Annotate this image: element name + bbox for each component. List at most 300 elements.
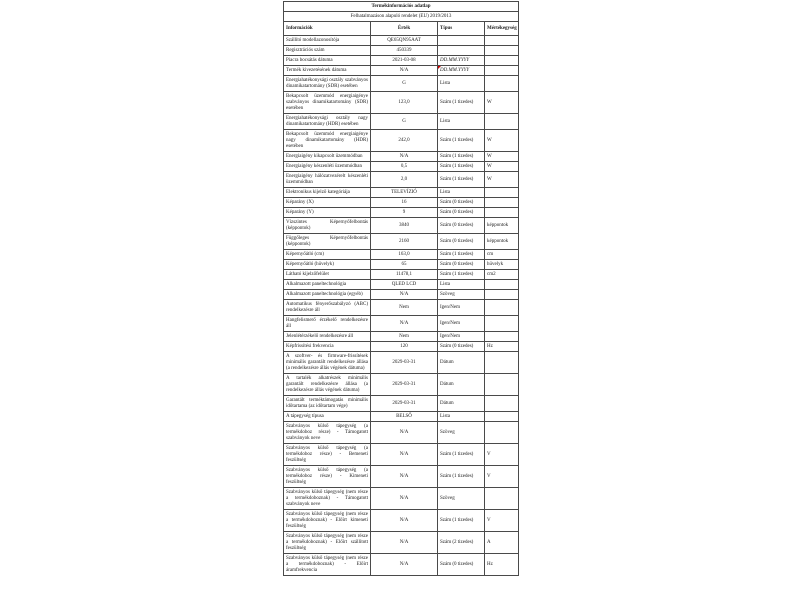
row-label xyxy=(284,532,371,554)
table-row xyxy=(284,172,519,188)
row-label xyxy=(284,316,371,332)
row-type-text: Dátum xyxy=(440,359,454,365)
row-type-text: Szám (1 tizedes) xyxy=(440,176,474,182)
title-row xyxy=(284,2,519,12)
row-value xyxy=(371,554,438,576)
row-type-text: Szám (0 tizedes) xyxy=(440,343,474,349)
row-label xyxy=(284,270,371,280)
row-unit xyxy=(485,66,519,76)
table-row xyxy=(284,290,519,300)
row-label xyxy=(284,444,371,466)
row-unit xyxy=(485,412,519,422)
row-value xyxy=(371,342,438,352)
row-type-text: Szöveg xyxy=(440,291,455,297)
row-value-text: TELEVÍZIÓ xyxy=(391,189,417,195)
row-type-text: Lista xyxy=(440,80,450,86)
row-value xyxy=(371,374,438,396)
column-header-informaciok: Információk xyxy=(284,22,371,36)
row-label-text: Regisztrációs szám xyxy=(286,47,325,53)
row-type xyxy=(438,152,485,162)
row-unit xyxy=(485,172,519,188)
row-label xyxy=(284,300,371,316)
row-type xyxy=(438,422,485,444)
row-value xyxy=(371,250,438,260)
row-label-text: Vízszintes Képernyőfelbontás (képpontok) xyxy=(286,219,368,231)
table-row xyxy=(284,270,519,280)
row-type xyxy=(438,76,485,92)
table-body xyxy=(284,36,519,576)
row-label-text: Alkalmazott paneltechnológia (egyéb) xyxy=(286,291,363,297)
row-value-text: Nem xyxy=(399,333,409,339)
row-unit xyxy=(485,36,519,46)
row-label-text: Energiahatékonysági osztály szabványos dinamikatartomány (SDR) esetében xyxy=(286,77,368,89)
row-type xyxy=(438,218,485,234)
row-type xyxy=(438,396,485,412)
row-type-text: Szám (1 tizedes) xyxy=(440,517,474,523)
row-unit-text: W xyxy=(487,163,492,169)
row-value xyxy=(371,532,438,554)
row-value-text: N/A xyxy=(399,320,409,326)
row-unit-text: Hz xyxy=(487,343,493,349)
row-type xyxy=(438,332,485,342)
row-label xyxy=(284,510,371,532)
table-row xyxy=(284,316,519,332)
row-label-text: Energiaigény hálózatvezérelt készenléti üzemmódban xyxy=(286,173,368,185)
row-value xyxy=(371,396,438,412)
row-type xyxy=(438,466,485,488)
row-value-text: G xyxy=(402,118,406,124)
row-type-text: Szám (1 tizedes) xyxy=(440,251,474,257)
row-value-text: N/A xyxy=(399,429,409,435)
row-value-text: 16 xyxy=(401,199,407,205)
row-label xyxy=(284,234,371,250)
row-label-text: Bekapcsolt üzemmód energiaigénye szabványos dinamikatartomány (SDR) esetében xyxy=(286,93,368,111)
row-type-text: Igen/Nem xyxy=(440,333,460,339)
row-type-text: Szám (1 tizedes) xyxy=(440,163,474,169)
row-unit xyxy=(485,332,519,342)
row-label xyxy=(284,290,371,300)
table-row xyxy=(284,188,519,198)
row-unit xyxy=(485,76,519,92)
row-label-text: Szállító modellazonosítója xyxy=(286,37,340,43)
row-value-text: N/A xyxy=(399,517,409,523)
table-row xyxy=(284,342,519,352)
table-row xyxy=(284,152,519,162)
row-value xyxy=(371,270,438,280)
row-type xyxy=(438,532,485,554)
row-type-text: Igen/Nem xyxy=(440,320,460,326)
row-type xyxy=(438,56,485,66)
table-row xyxy=(284,36,519,46)
row-value-text: 450339 xyxy=(396,47,412,53)
comment-marker-icon xyxy=(438,66,441,69)
row-unit xyxy=(485,130,519,152)
row-value-text: N/A xyxy=(399,561,409,567)
row-label-text: Garantált terméktámogatás minimális időtartama (az időtartam vége) xyxy=(286,397,368,409)
row-value-text: N/A xyxy=(399,451,409,457)
row-unit-text: cm2 xyxy=(487,271,496,277)
row-label-text: Függőleges Képernyőfelbontás (képpontok) xyxy=(286,235,368,247)
row-label-text: Energiahatékonysági osztály nagy dinamikatartomány (HDR) esetében xyxy=(286,115,368,127)
row-type xyxy=(438,374,485,396)
row-value-text: N/A xyxy=(399,473,409,479)
row-type xyxy=(438,444,485,466)
row-label-text: Termék kivezetésének dátuma xyxy=(286,67,347,73)
row-value-text: 2029-03-31 xyxy=(392,400,416,406)
row-type-text: Szám (0 tizedes) xyxy=(440,199,474,205)
row-label xyxy=(284,280,371,290)
row-type xyxy=(438,92,485,114)
row-value xyxy=(371,300,438,316)
row-value-text: N/A xyxy=(399,539,409,545)
row-label xyxy=(284,114,371,130)
row-unit-text: Hz xyxy=(487,561,493,567)
product-fiche-table xyxy=(283,1,519,576)
row-unit xyxy=(485,152,519,162)
table-row xyxy=(284,56,519,66)
row-unit xyxy=(485,374,519,396)
row-type-text: Szám (0 tizedes) xyxy=(440,261,474,267)
row-type-text: Lista xyxy=(440,413,450,419)
row-unit-text: V xyxy=(487,451,491,457)
row-value-text: BELSŐ xyxy=(396,413,412,419)
row-unit-text: W xyxy=(487,176,492,182)
row-value xyxy=(371,466,438,488)
row-type xyxy=(438,208,485,218)
row-value xyxy=(371,218,438,234)
row-label-text: Szabványos külső tápegység (nem része a termékdoboznak) - Előírt szállított feszültség xyxy=(286,533,368,551)
row-type-text: Szám (1 tizedes) xyxy=(440,99,474,105)
row-type xyxy=(438,234,485,250)
table-row xyxy=(284,374,519,396)
row-type xyxy=(438,162,485,172)
row-type-text: Szöveg xyxy=(440,429,455,435)
row-label-text: Energiaigény készenléti üzemmódban xyxy=(286,163,362,169)
row-label xyxy=(284,342,371,352)
row-value xyxy=(371,280,438,290)
row-label-text: A tartalék alkatrészek minimális garantált rendelkezésre állása (a rendelkezésre állás végének dátuma) xyxy=(286,375,368,393)
row-label xyxy=(284,172,371,188)
row-value-text: 9 xyxy=(402,209,406,215)
row-type xyxy=(438,198,485,208)
row-label-text: Elektronikus kijelző kategóriája xyxy=(286,189,350,195)
row-label-text: Bekapcsolt üzemmód energiaigénye nagy dinamikatartomány (HDR) esetében xyxy=(286,131,368,149)
row-label xyxy=(284,152,371,162)
row-unit xyxy=(485,554,519,576)
table-row xyxy=(284,422,519,444)
row-value-text: QLED LCD xyxy=(391,281,417,287)
row-label xyxy=(284,260,371,270)
row-type xyxy=(438,188,485,198)
row-unit-text: képpontok xyxy=(487,222,509,228)
row-value-text: N/A xyxy=(399,67,409,73)
table-row xyxy=(284,76,519,92)
table-row xyxy=(284,466,519,488)
row-value xyxy=(371,444,438,466)
row-value-text: 3840 xyxy=(399,222,409,228)
row-value-text: Nem xyxy=(399,304,409,310)
row-label xyxy=(284,554,371,576)
row-unit xyxy=(485,316,519,332)
row-type xyxy=(438,412,485,422)
row-unit-text: hüvelyk xyxy=(487,261,504,267)
table-row xyxy=(284,218,519,234)
row-type xyxy=(438,280,485,290)
row-label-text: Szabványos külső tápegység (nem része a termékdoboznak) - Előírt kimeneti feszültség xyxy=(286,511,368,529)
row-label xyxy=(284,396,371,412)
table-row xyxy=(284,532,519,554)
row-unit-text: W xyxy=(487,153,492,159)
row-label xyxy=(284,352,371,374)
row-unit xyxy=(485,198,519,208)
row-label-text: Szabványos külső tápegység (nem része a termékdoboznak) - Előírt áramfrekvencia xyxy=(286,555,368,573)
row-label xyxy=(284,66,371,76)
column-header-mertekegyseg: Mértékegység xyxy=(485,22,519,36)
row-type xyxy=(438,290,485,300)
table-row xyxy=(284,130,519,152)
row-type-text: Szám (0 tizedes) xyxy=(440,561,474,567)
row-type xyxy=(438,270,485,280)
row-type xyxy=(438,250,485,260)
row-value-text: N/A xyxy=(399,153,409,159)
row-value xyxy=(371,56,438,66)
row-type-text: Lista xyxy=(440,118,450,124)
row-type xyxy=(438,352,485,374)
row-label-text: Képernyőátló (hüvelyk) xyxy=(286,261,334,267)
row-value xyxy=(371,412,438,422)
row-unit xyxy=(485,56,519,66)
page-title: Termékinformációs adatlap xyxy=(284,2,519,12)
table-row xyxy=(284,198,519,208)
row-value xyxy=(371,162,438,172)
row-type-text: Lista xyxy=(440,189,450,195)
row-value-text: N/A xyxy=(399,495,409,501)
row-value xyxy=(371,66,438,76)
table-row xyxy=(284,92,519,114)
row-label-text: Hangfelismerő érzékelő rendelkezésre áll xyxy=(286,317,368,329)
row-type-text: Szám (0 tizedes) xyxy=(440,238,474,244)
row-label xyxy=(284,162,371,172)
row-value xyxy=(371,172,438,188)
row-unit xyxy=(485,342,519,352)
row-type xyxy=(438,114,485,130)
row-type-text: Szám (0 tizedes) xyxy=(440,222,474,228)
row-value xyxy=(371,152,438,162)
row-unit-text: cm xyxy=(487,251,494,257)
table-row xyxy=(284,444,519,466)
row-value-text: 2,0 xyxy=(400,176,408,182)
row-label xyxy=(284,76,371,92)
row-unit xyxy=(485,162,519,172)
row-label xyxy=(284,422,371,444)
table-row xyxy=(284,412,519,422)
row-label-text: Alkalmazott paneltechnológia xyxy=(286,281,347,287)
row-unit xyxy=(485,260,519,270)
row-value xyxy=(371,316,438,332)
row-value-text: 2029-03-31 xyxy=(392,381,416,387)
row-label xyxy=(284,188,371,198)
row-type-text: Szám (1 tizedes) xyxy=(440,451,474,457)
row-label xyxy=(284,218,371,234)
row-value-text: 2029-03-31 xyxy=(392,359,416,365)
row-label-text: Látható kijelzőfelület xyxy=(286,271,329,277)
table-row xyxy=(284,352,519,374)
row-value-text: 242,0 xyxy=(398,137,410,143)
row-label xyxy=(284,250,371,260)
row-label-text: Piacra bocsátás dátuma xyxy=(286,57,333,63)
row-type-text: Szám (1 tizedes) xyxy=(440,473,474,479)
row-type xyxy=(438,300,485,316)
row-unit xyxy=(485,188,519,198)
table-row xyxy=(284,554,519,576)
row-unit xyxy=(485,396,519,412)
row-label-text: Jelenlétérzékelő rendelkezésre áll xyxy=(286,333,354,339)
row-type-text: Szöveg xyxy=(440,495,455,501)
row-type xyxy=(438,510,485,532)
row-type xyxy=(438,488,485,510)
row-type xyxy=(438,172,485,188)
row-unit xyxy=(485,92,519,114)
row-label-text: Energiaigény kikapcsolt üzemmódban xyxy=(286,153,363,159)
row-type-text: Dátum xyxy=(440,400,454,406)
row-label xyxy=(284,466,371,488)
column-header-tipus: Típus xyxy=(438,22,485,36)
row-value xyxy=(371,36,438,46)
row-value-text: 2021-03-08 xyxy=(392,57,416,63)
row-unit xyxy=(485,234,519,250)
row-label xyxy=(284,36,371,46)
row-value xyxy=(371,290,438,300)
row-value xyxy=(371,422,438,444)
row-value xyxy=(371,234,438,250)
row-label xyxy=(284,488,371,510)
table-row xyxy=(284,208,519,218)
row-value xyxy=(371,92,438,114)
row-label-text: Szabványos külső tápegység (a termékdoboz része) - Kimeneti feszültség xyxy=(286,467,368,485)
row-unit xyxy=(485,444,519,466)
row-value xyxy=(371,510,438,532)
row-value xyxy=(371,260,438,270)
row-type xyxy=(438,554,485,576)
table-row xyxy=(284,250,519,260)
row-label-text: Szabványos külső tápegység (a termékdoboz része) - Támogatott szabványok neve xyxy=(286,423,368,441)
row-type-text: Szám (2 tizedes) xyxy=(440,539,474,545)
row-unit xyxy=(485,218,519,234)
table-row xyxy=(284,260,519,270)
row-label-text: Szabványos külső tápegység (nem része a termékdoboznak) - Támogatott szabványok neve xyxy=(286,489,368,507)
row-label xyxy=(284,130,371,152)
row-type-text: Szám (1 tizedes) xyxy=(440,271,474,277)
row-unit xyxy=(485,250,519,260)
row-type-text: DD.MM.YYYY xyxy=(440,57,470,63)
table-row xyxy=(284,332,519,342)
row-type-text: Lista xyxy=(440,281,450,287)
table-row xyxy=(284,280,519,290)
row-label-text: Szabványos külső tápegység (a termékdoboz része) - Bemeneti feszültség xyxy=(286,445,368,463)
row-value-text: 123,0 xyxy=(398,99,410,105)
row-unit xyxy=(485,290,519,300)
row-value-text: QE65QN95AAT xyxy=(387,37,421,43)
row-type xyxy=(438,342,485,352)
page-subtitle: Felhatalmazáson alapuló rendelet (EU) 2019/2013 xyxy=(284,12,519,22)
row-label xyxy=(284,208,371,218)
row-label xyxy=(284,56,371,66)
row-value xyxy=(371,208,438,218)
row-unit xyxy=(485,532,519,554)
row-type xyxy=(438,46,485,56)
row-unit xyxy=(485,300,519,316)
row-unit xyxy=(485,422,519,444)
row-unit-text: W xyxy=(487,137,492,143)
row-type-text: Szám (0 tizedes) xyxy=(440,209,474,215)
row-type xyxy=(438,260,485,270)
row-label-text: Képarány (Y) xyxy=(286,209,314,215)
column-header-ertek: Érték xyxy=(371,22,438,36)
row-label-text: A tápegység típusa xyxy=(286,413,324,419)
row-label xyxy=(284,332,371,342)
row-value-text: N/A xyxy=(399,291,409,297)
row-unit-text: A xyxy=(487,539,491,545)
row-value xyxy=(371,188,438,198)
row-value xyxy=(371,76,438,92)
table-row xyxy=(284,46,519,56)
row-value xyxy=(371,130,438,152)
row-label xyxy=(284,198,371,208)
row-label-text: A szoftver- és firmware-frissítések minimális garantált rendelkezésre állása (a rendelkezésre állás végének dátuma) xyxy=(286,353,368,371)
row-label-text: Automatikus fényerőszabályzó (ABC) rendelkezésre áll xyxy=(286,301,368,313)
row-label-text: Képfrissítési frekvencia xyxy=(286,343,334,349)
row-unit xyxy=(485,114,519,130)
row-unit-text: W xyxy=(487,99,492,105)
row-value-text: 120 xyxy=(400,343,408,349)
table-row xyxy=(284,396,519,412)
row-unit-text: képpontok xyxy=(487,238,509,244)
table-row xyxy=(284,488,519,510)
row-unit-text: V xyxy=(487,473,491,479)
table-row xyxy=(284,234,519,250)
row-value-text: 163,0 xyxy=(398,251,410,257)
row-value xyxy=(371,488,438,510)
row-value-text: 2160 xyxy=(399,238,409,244)
row-type xyxy=(438,36,485,46)
row-unit xyxy=(485,352,519,374)
row-label xyxy=(284,92,371,114)
row-label xyxy=(284,46,371,56)
row-type xyxy=(438,316,485,332)
row-unit-text: V xyxy=(487,517,491,523)
row-value-text: 11478,1 xyxy=(395,271,413,277)
row-value xyxy=(371,46,438,56)
row-type-text: Szám (1 tizedes) xyxy=(440,153,474,159)
row-value xyxy=(371,114,438,130)
row-type-text: Szám (1 tizedes) xyxy=(440,137,474,143)
table-row xyxy=(284,162,519,172)
row-type-text: Igen/Nem xyxy=(440,304,460,310)
row-type-text: DD.MM.YYYY xyxy=(440,67,470,73)
row-unit xyxy=(485,270,519,280)
table-row xyxy=(284,510,519,532)
row-unit xyxy=(485,510,519,532)
row-unit xyxy=(485,488,519,510)
table-row xyxy=(284,66,519,76)
row-label xyxy=(284,374,371,396)
row-value-text: G xyxy=(402,80,406,86)
row-unit xyxy=(485,280,519,290)
row-type-text: Dátum xyxy=(440,381,454,387)
table-row xyxy=(284,114,519,130)
row-label-text: Képernyőátló (cm) xyxy=(286,251,324,257)
table-row xyxy=(284,300,519,316)
